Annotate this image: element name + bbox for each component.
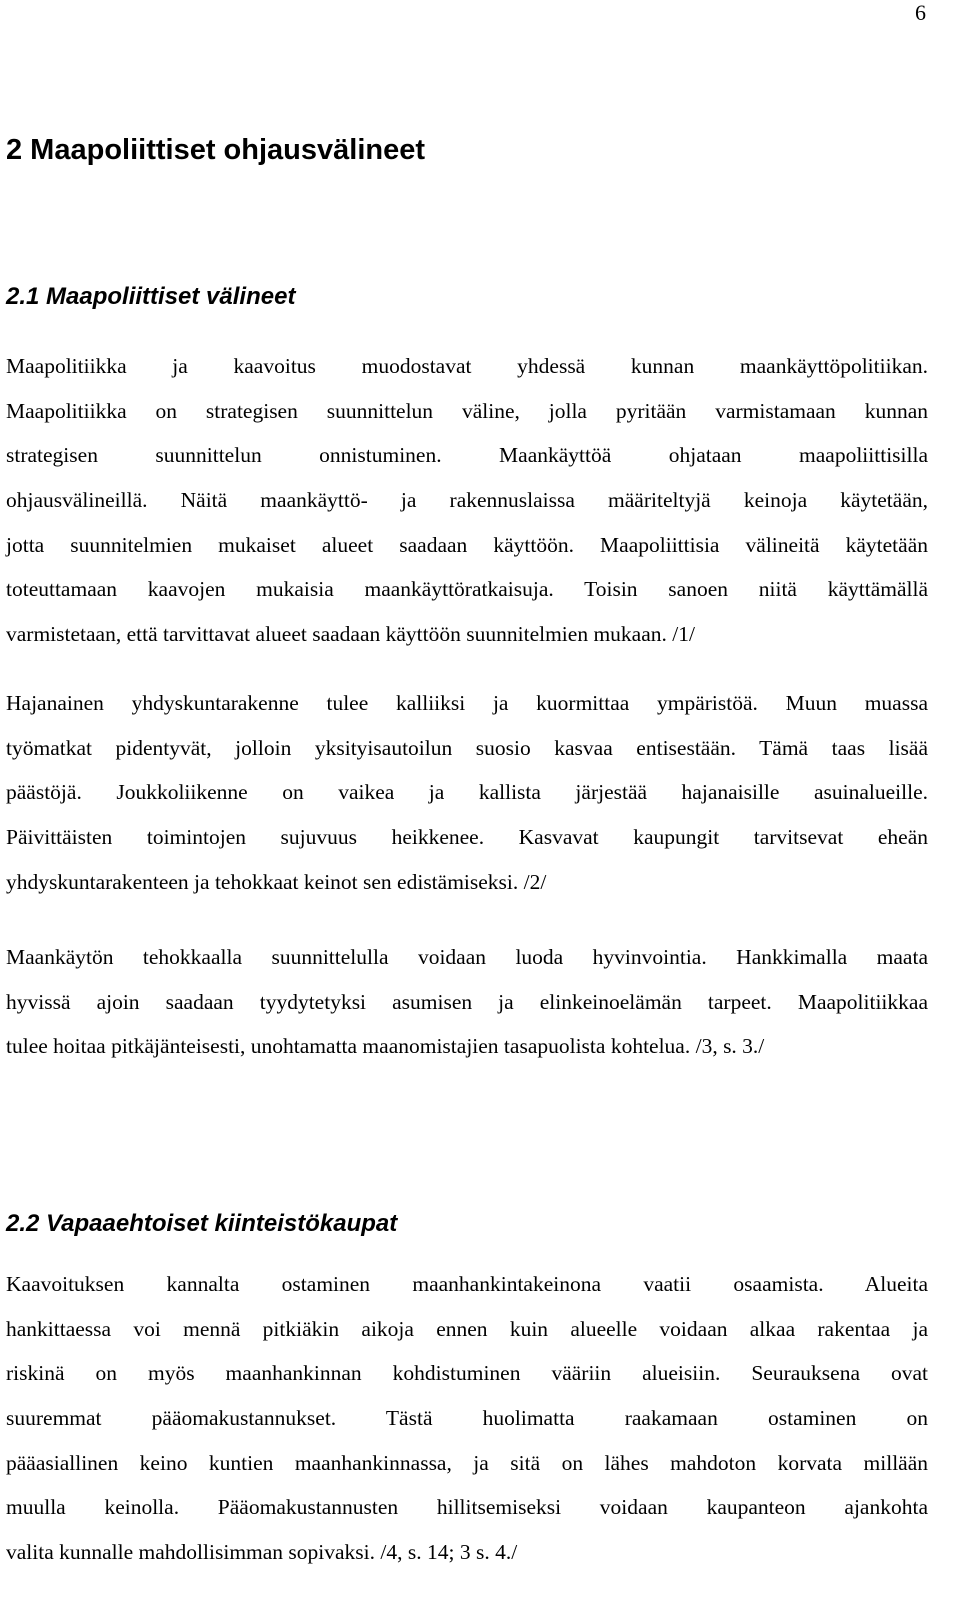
text-line: pääasiallinen keino kuntien maanhankinnassa, ja sitä on lähes mahdoton korvata millään bbox=[6, 1450, 928, 1475]
text-line: Maankäytön tehokkaalla suunnittelulla voidaan luoda hyvinvointia. Hankkimalla maata bbox=[6, 945, 928, 969]
text-line: varmistetaan, että tarvittavat alueet saadaan käyttöön suunnitelmien mukaan. /1/ bbox=[6, 622, 695, 647]
page-number: 6 bbox=[915, 0, 926, 25]
text-line: päästöjä. Joukkoliikenne on vaikea ja kallista järjestää hajanaisille asuinalueille. bbox=[6, 780, 928, 805]
paragraph bbox=[6, 344, 928, 657]
text-line: yhdyskuntarakenteen ja tehokkaat keinot sen edistämiseksi. /2/ bbox=[6, 869, 547, 894]
text-line: hyvissä ajoin saadaan tyydytetyksi asumisen ja elinkeinoelämän tarpeet. Maapolitiikkaa bbox=[6, 989, 928, 1014]
text-line: Maapolitiikka on strategisen suunnittelun väline, jolla pyritään varmistamaan kunnan bbox=[6, 398, 928, 423]
text-line: suuremmat pääomakustannukset. Tästä huolimatta raakamaan ostaminen on bbox=[6, 1406, 928, 1431]
paragraph bbox=[6, 681, 928, 904]
text-line: tulee hoitaa pitkäjänteisesti, unohtamatta maanomistajien tasapuolista kohtelua. /3, s. 3./ bbox=[6, 1034, 765, 1059]
text-line: valita kunnalle mahdollisimman sopivaksi. /4, s. 14; 3 s. 4./ bbox=[6, 1540, 518, 1565]
text-line: riskinä on myös maanhankinnan kohdistuminen vääriin alueisiin. Seurauksena ovat bbox=[6, 1361, 928, 1386]
text-line: työmatkat pidentyvät, jolloin yksityisautoilun suosio kasvaa entisestään. Tämä taas lisää bbox=[6, 735, 928, 760]
text-line: toteuttamaan kaavojen mukaisia maankäyttöratkaisuja. Toisin sanoen niitä käyttämällä bbox=[6, 577, 928, 602]
paragraph bbox=[6, 935, 928, 1069]
text-line: hankittaessa voi mennä pitkiäkin aikoja ennen kuin alueelle voidaan alkaa rakentaa ja bbox=[6, 1316, 928, 1341]
text-line: ohjausvälineillä. Näitä maankäyttö- ja rakennuslaissa määriteltyjä keinoja käytetään, bbox=[6, 488, 928, 513]
text-line: strategisen suunnittelun onnistuminen. Maankäyttöä ohjataan maapoliittisilla bbox=[6, 443, 928, 468]
text-line: jotta suunnitelmien mukaiset alueet saadaan käyttöön. Maapoliittisia välineitä käytetään bbox=[6, 532, 928, 557]
text-line: Kaavoituksen kannalta ostaminen maanhankintakeinona vaatii osaamista. Alueita bbox=[6, 1272, 928, 1296]
text-line: Hajanainen yhdyskuntarakenne tulee kalliiksi ja kuormittaa ympäristöä. Muun muassa bbox=[6, 691, 928, 715]
text-line: Päivittäisten toimintojen sujuvuus heikkenee. Kasvavat kaupungit tarvitsevat eheän bbox=[6, 825, 928, 850]
text-line: muulla keinolla. Pääomakustannusten hillitsemiseksi voidaan kaupanteon ajankohta bbox=[6, 1495, 928, 1520]
chapter-title: 2 Maapoliittiset ohjausvälineet bbox=[6, 134, 425, 166]
section-heading: 2.2 Vapaaehtoiset kiinteistökaupat bbox=[6, 1210, 398, 1237]
paragraph bbox=[6, 1262, 928, 1575]
text-line: Maapolitiikka ja kaavoitus muodostavat yhdessä kunnan maankäyttöpolitiikan. bbox=[6, 354, 928, 378]
section-heading: 2.1 Maapoliittiset välineet bbox=[6, 283, 296, 310]
